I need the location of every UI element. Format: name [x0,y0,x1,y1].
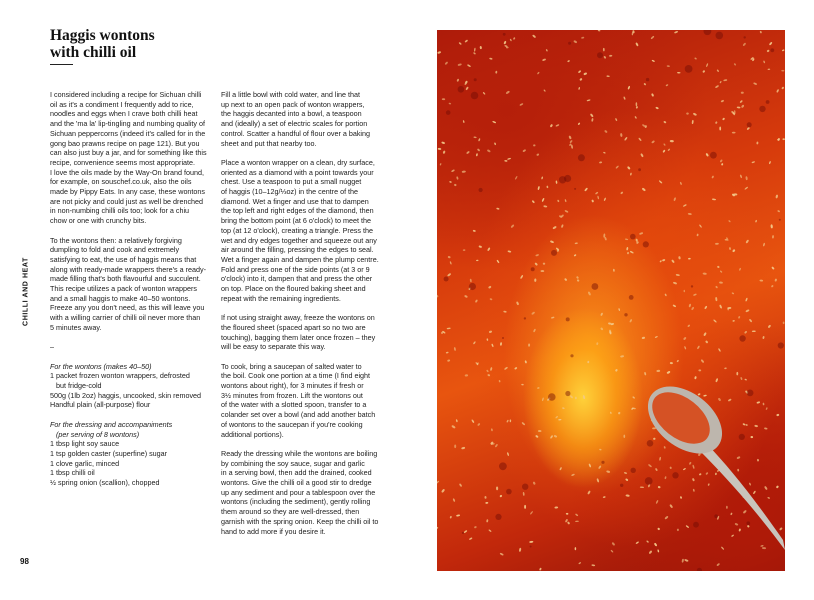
method-text-line: oriented as a diamond with a point towards your [221,167,374,177]
method-text-line: wontons about right), for 3 minutes if fresh or [221,381,364,391]
method-text-line: hand to add more if you desire it. [221,526,326,536]
method-text-line: diamond. Wet a finger and use that to dampen [221,196,369,206]
method-text-line: To cook, bring a saucepan of salted water to [221,361,362,371]
body-text-line: made filling that's both flavourful and succulent. [50,274,201,284]
body-text-line: along with ready-made wrappers there's a ready- [50,264,206,274]
method-text-line: control. Scatter a handful of flour over a baking [221,128,371,138]
body-text-line: To the wontons then: a relatively forgiving [50,235,182,245]
method-text-line: them around so they are well-dressed, then [221,507,360,517]
method-text-line: wet and dry edges together and squeeze out any [221,235,377,245]
method-text-line: repeat with the remaining ingredients. [221,293,341,303]
dressing-heading: For the dressing and accompaniments [50,419,173,429]
section-label [20,258,32,330]
method-text-line: additional portions). [221,429,284,439]
method-step-paragraph [221,158,385,304]
separator-dash-block [50,342,215,352]
method-step-paragraph [221,362,385,440]
method-text-line: up next to an open pack of wonton wrappers, [221,99,365,109]
title-line: Haggis wontons [50,27,155,44]
dressing-ingredients [50,420,215,488]
body-text-line: This recipe utilizes a pack of wonton wrappers [50,284,198,294]
method-text-line: of the water with a slotted spoon, transfer to a [221,400,367,410]
method-text-line: on top. Place on the floured baking sheet and [221,284,366,294]
wontons-paragraph [50,236,215,333]
ingredients-heading: For the wontons (makes 40–50) [50,361,152,371]
body-text-line: chow or one with crunchy bits. [50,216,147,226]
body-text-line: oil as it's a condiment I frequently add to rice, [50,99,194,109]
method-text-line: and (ideally) a set of electric scales for portion [221,119,368,129]
dressing-list [50,439,215,488]
ingredient-item: but fridge-cold [56,381,102,391]
body-text-line: dumpling to fold and cook and extremely [50,245,180,255]
ingredient-item: 1 clove garlic, minced [50,458,120,468]
method-text-line: o'clock) into it, dampen that and press the other [221,274,373,284]
title-divider [50,64,73,65]
body-text-line: satisfying to eat, the use of haggis means that [50,254,197,264]
method-text-line: air around the filling, pressing the edges to seal. [221,245,374,255]
method-text-line: bring the bottom point (at 6 o'clock) to meet the [221,216,371,226]
method-text-line: Place a wonton wrapper on a clean, dry surface, [221,157,375,167]
chilli-oil-photo [437,30,785,571]
body-text-line: I love the oils made by the Way-On brand found, [50,167,204,177]
method-text-line: by combining the soy sauce, sugar and garlic [221,458,365,468]
body-text-line: Sichuan peppercorns (indeed it's called for in the [50,128,206,138]
ingredient-item: 1 tbsp chilli oil [50,468,95,478]
left-text-column [50,90,215,488]
method-text-line: sheet and put that nearby too. [221,138,317,148]
method-text-line: Fill a little bowl with cold water, and line that [221,90,361,99]
dressing-subheading: (per serving of 8 wontons) [56,429,140,439]
method-text-line: Fold and press one of the side points (at 3 or 9 [221,264,370,274]
method-step-paragraph [221,449,385,536]
method-text-line: 3½ minutes from frozen. Lift the wontons out [221,390,363,400]
ingredient-item: 1 tsp golden caster (superfine) sugar [50,448,168,458]
body-text-line: with a willing carrier of chilli oil never more than [50,313,201,323]
method-text-line: wontons. Give the chilli oil a good stir to dredge [221,478,372,488]
method-text-line: chest. Use a teaspoon to put a small nugget [221,177,362,187]
method-text-line: colander set over a bowl (and add another batch [221,410,376,420]
ingredient-item: ½ spring onion (scallion), chopped [50,478,160,488]
section-label-text: CHILLI AND HEAT [22,257,30,326]
method-step-paragraph [221,90,385,148]
body-text-line: I considered including a recipe for Sichuan chilli [50,90,202,99]
method-text-line: of wontons to the saucepan if you're cooking [221,419,363,429]
body-text-line: recipe, convenience seems most appropriate. [50,157,196,167]
method-column [221,90,385,546]
method-step-paragraph [221,313,385,352]
method-text-line: garnish with the spring onion. Keep the chilli oil to [221,516,379,526]
method-text-line: wontons (including the sediment), gently rolling [221,497,371,507]
body-text-line: Freeze any you don't need, as this will leave you [50,303,205,313]
separator-dash: – [50,342,54,352]
method-text-line: the boil. Cook one portion at a time (I find eight [221,371,371,381]
method-text-line: Ready the dressing while the wontons are boiling [221,448,378,458]
ingredient-item: Handful plain (all-purpose) flour [50,400,151,410]
page-number: 98 [20,557,29,566]
ingredient-item: 500g (1lb 2oz) haggis, uncooked, skin removed [50,390,202,400]
method-text-line: the top left and right edges of the diamond, then [221,206,374,216]
body-text-line: gong bao prawns recipe on page 121). But you [50,138,200,148]
method-text-line: top (at 12 o'clock), creating a triangle. Press the [221,225,373,235]
method-text-line: in a serving bowl, then add the drained, cooked [221,468,372,478]
sesame-seeds [437,30,785,571]
body-text-line: for example, on souschef.co.uk, also the oils [50,177,192,187]
body-text-line: in non-numbing chilli oils too; look for a chiu [50,206,190,216]
body-text-line: made by Pippy Eats. In any case, these wontons [50,187,206,197]
ingredient-item: 1 tbsp light soy sauce [50,439,120,449]
photo-artwork [437,30,785,571]
body-text-line: are not picky and could just as well be drenched [50,196,204,206]
ingredient-item: 1 packet frozen wonton wrappers, defrosted [50,371,190,381]
method-text-line: the floured sheet (spaced apart so no two are [221,322,366,332]
method-text-line: the haggis decanted into a bowl, a teaspoon [221,109,362,119]
body-text-line: and the 'ma la' lip-tingling and numbing quality of [50,119,205,129]
method-text-line: Wet a finger again and dampen the plump centre. [221,254,379,264]
body-text-line: can also just buy a jar, and for something like this [50,148,207,158]
method-text-line: up any sediment and pour a tablespoon over the [221,487,376,497]
method-text-line: If not using straight away, freeze the wontons on [221,313,375,323]
method-text-line: touching), bagging them later once frozen – they [221,332,376,342]
method-text-line: of haggis (10–12g/⅓oz) in the centre of the [221,187,359,197]
body-text-line: 5 minutes away. [50,322,102,332]
spoon [635,373,785,550]
wontons-ingredients [50,362,215,411]
recipe-title [50,27,250,61]
method-text-line: will be easy to separate this way. [221,342,326,352]
body-text-line: and a small haggis to make 40–50 wontons. [50,293,191,303]
ingredients-list [50,371,215,410]
intro-paragraph [50,90,215,226]
body-text-line: noodles and eggs when I crave both chilli heat [50,109,198,119]
title-line: with chilli oil [50,44,137,61]
